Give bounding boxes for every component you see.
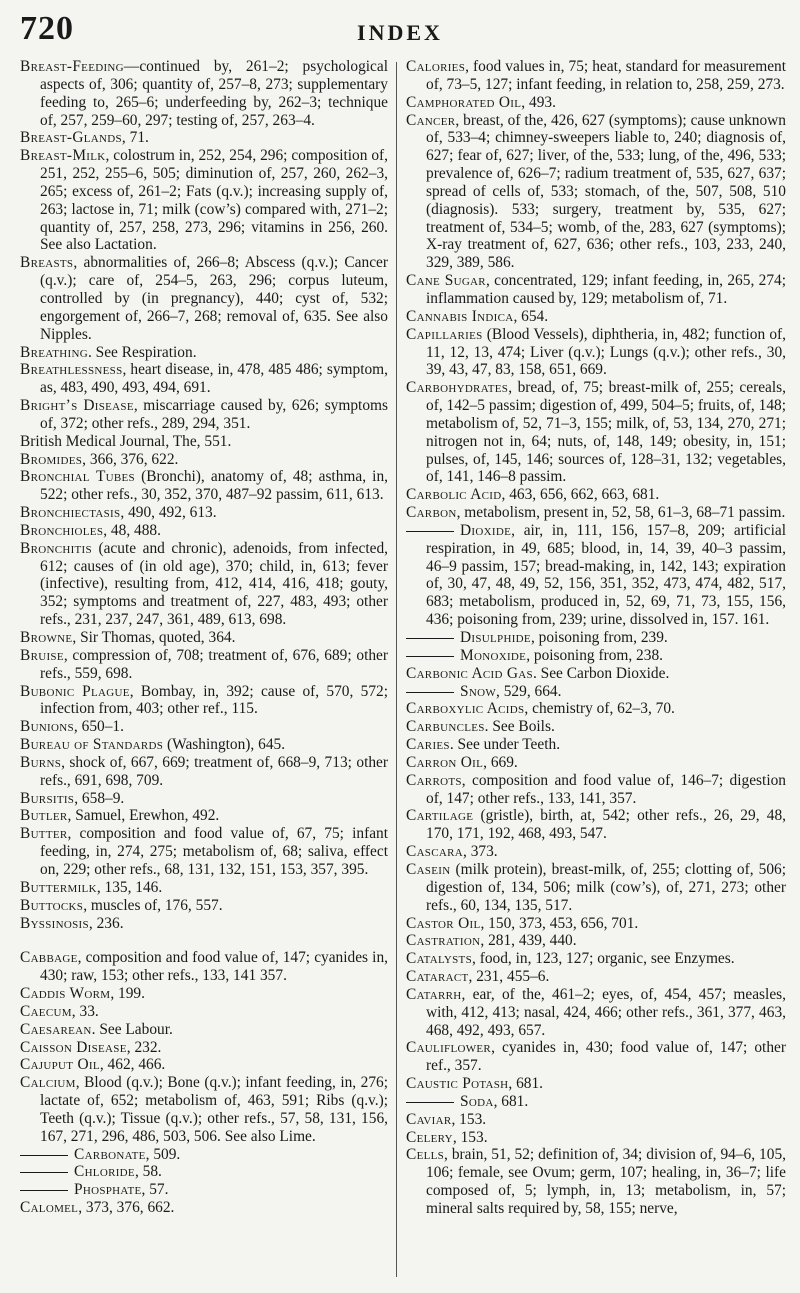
- running-head: INDEX: [357, 20, 443, 45]
- index-entry: [406, 1111, 786, 1129]
- entry-headword: Buttermilk: [20, 878, 97, 896]
- index-column-left: [20, 58, 388, 1285]
- entry-headword: Caries: [406, 736, 450, 754]
- entry-references: —continued by, 261–2; psychological aspects of, 306; quantity of, 257–8, 273; supplementary feeding to, 265–6; underfeeding by, 262–3; technique of, 257, 259–60, 297; testing of, 257, 263–4.: [40, 58, 388, 129]
- index-entry: [20, 790, 388, 808]
- entry-headword: Carrots: [406, 771, 462, 789]
- index-entry: [406, 700, 786, 718]
- entry-references: , composition and food value of, 67, 75; infant feeding, in, 274, 275; metabolism of, 68; saliva, effect on, 229; other refs., 68, 131, 132, 151, 153, 357, 395.: [40, 825, 388, 878]
- index-entry: [20, 397, 388, 433]
- entry-references: , 373.: [463, 843, 498, 861]
- index-entry: [406, 379, 786, 486]
- entry-references: , 48, 488.: [103, 521, 161, 539]
- entry-references: . See Respiration.: [87, 343, 197, 361]
- entry-headword: Carbonic Acid Gas: [406, 664, 533, 682]
- index-entry: [20, 433, 388, 451]
- index-entry: [20, 1199, 388, 1217]
- entry-references: , 529, 664.: [496, 682, 562, 700]
- entry-references: , 150, 373, 453, 656, 701.: [480, 914, 639, 932]
- entry-headword: Carbonate: [74, 1145, 146, 1163]
- entry-headword: Buttocks: [20, 896, 84, 914]
- entry-headword: Snow: [460, 682, 497, 700]
- index-entry: [20, 629, 388, 647]
- entry-references: , Bombay, in, 392; cause of, 570, 572; infection from, 403; other ref., 115.: [40, 682, 389, 718]
- index-entry: [20, 540, 388, 629]
- index-entry: [406, 754, 786, 772]
- entry-headword: Cannabis Indica: [406, 307, 514, 325]
- entry-headword: Cascara: [406, 843, 463, 861]
- entry-references: , food, in, 123, 127; organic, see Enzymes.: [472, 950, 735, 968]
- entry-references: , 236.: [88, 914, 124, 932]
- entry-references: , concentrated, 129; infant feeding, in, 265, 274; inflammation caused by, 129; metabolism of, 71.: [426, 272, 787, 307]
- entry-references: , 366, 376, 622.: [82, 450, 179, 468]
- index-entry: [20, 718, 388, 736]
- entry-headword: Catarrh: [406, 985, 462, 1003]
- index-entry: [20, 754, 388, 790]
- index-entry: [20, 1056, 388, 1074]
- entry-headword: Caecum: [20, 1002, 72, 1020]
- index-entry: [406, 94, 786, 112]
- repeat-dash: [406, 656, 454, 657]
- index-entry: [20, 1039, 388, 1057]
- entry-headword: Bronchitis: [20, 539, 92, 557]
- entry-references: (milk protein), breast-milk, of, 255; clotting of, 506; digestion of, 134, 506; milk (cow’s), of, 271, 273; other refs., 60, 134, 135, 517.: [426, 860, 786, 914]
- repeat-dash: [20, 1190, 68, 1191]
- index-entry: [20, 344, 388, 362]
- entry-headword: Cabbage: [20, 949, 78, 967]
- entry-references: , metabolism, present in, 52, 58, 61–3, 68–71 passim.: [456, 504, 786, 522]
- entry-references: , 33.: [71, 1002, 99, 1020]
- index-entry: [20, 1021, 388, 1039]
- index-entry: [406, 772, 786, 808]
- entry-references: , air, in, 111, 156, 157–8, 209; artificial respiration, in 49, 685; blood, in, 14, 39, 40–3 passim, 46–9 passim, 157; bread-making, in, 142, 143; expiration of, 30, 47, 48, 49, 52, 156, 351, 352, 473, 474, 482, 517, 683; metabolism, produced in, 52, 69, 71, 73, 155, 156, 436; poisoning from, 239; urine, dissolved in, 157. 161.: [426, 521, 786, 629]
- entry-headword: Breathing: [20, 343, 88, 361]
- index-entry: [406, 1129, 786, 1147]
- entry-references: (gristle), birth, at, 542; other refs., 26, 29, 48, 170, 171, 192, 468, 493, 547.: [426, 807, 786, 843]
- entry-headword: Chloride: [74, 1163, 135, 1181]
- entry-references: , abnormalities of, 266–8; Abscess (q.v.); Cancer (q.v.); care of, 254–5, 263, 296; corpus luteum, controlled by (in pregnancy), 440; cyst of, 532; engorgement of, 266–7, 268; removal of, 635. See also Nipples.: [40, 254, 388, 343]
- index-entry: [20, 897, 388, 915]
- repeat-dash: [406, 692, 454, 693]
- entry-references: , 490, 492, 613.: [120, 504, 217, 522]
- index-entry: [406, 736, 786, 754]
- entry-headword: Caddis Worm: [20, 985, 111, 1003]
- entry-headword: Cataract: [406, 968, 469, 986]
- index-entry: [406, 986, 786, 1040]
- repeat-dash: [406, 1102, 454, 1103]
- entry-headword: Cells: [406, 1146, 445, 1164]
- entry-headword: Breast-Glands: [20, 129, 122, 147]
- entry-references: , composition and food value of, 147; cyanides in, 430; raw, 153; other refs., 133, 141 357.: [40, 949, 388, 985]
- index-entry: [20, 1003, 388, 1021]
- entry-references: , 231, 455–6.: [468, 968, 550, 986]
- entry-headword: Bursitis: [20, 789, 75, 807]
- index-entry: [20, 949, 388, 985]
- index-entry: [406, 308, 786, 326]
- entry-headword: Carron Oil: [406, 753, 484, 771]
- index-entry: [20, 915, 388, 933]
- index-entry: [406, 665, 786, 683]
- entry-headword: Cancer: [406, 111, 456, 129]
- entry-references: . See under Teeth.: [449, 736, 561, 754]
- index-subentry: [406, 683, 786, 701]
- entry-headword: Breathlessness: [20, 361, 123, 379]
- entry-references: , composition and food value of, 146–7; digestion of, 147; other refs., 133, 141, 357.: [426, 771, 786, 807]
- index-subentry: [406, 629, 786, 647]
- entry-references: British Medical Journal, The, 551.: [20, 432, 232, 450]
- page-number: 720: [20, 10, 74, 47]
- entry-headword: Bronchial Tubes: [20, 468, 135, 486]
- entry-references: (Washington), 645.: [163, 736, 286, 754]
- entry-references: , muscles of, 176, 557.: [83, 896, 223, 914]
- entry-headword: Catalysts: [406, 950, 472, 968]
- index-entry: [406, 58, 786, 94]
- repeat-dash: [406, 638, 454, 639]
- page-header: [20, 10, 780, 50]
- entry-references: (acute and chronic), adenoids, from infected, 612; causes of (in old age), 370; child, in, 613; fever (infective), resulting from, 412, 414, 416, 418; gouty, 352; symptoms and treatment of, 227, 483, 493; other refs., 231, 237, 247, 361, 489, 613, 698.: [40, 539, 388, 629]
- entry-headword: Bronchiectasis: [20, 504, 121, 522]
- entry-headword: Burns: [20, 753, 62, 771]
- entry-references: . See Boils.: [484, 718, 555, 736]
- entry-headword: Castration: [406, 932, 481, 950]
- entry-references: , Blood (q.v.); Bone (q.v.); infant feeding, in, 276; lactate of, 652; metabolism of, 463, 591; Ribs (q.v.); Teeth (q.v.); Tissue (q.v.); other refs., 57, 58, 131, 156, 167, 271, 296, 486, 503, 506. See also Lime.: [40, 1074, 388, 1145]
- index-subentry: [20, 1181, 388, 1199]
- entry-headword: Butter: [20, 825, 68, 843]
- index-subentry: [406, 647, 786, 665]
- index-entry: [20, 736, 388, 754]
- entry-headword: Bright’s Disease: [20, 397, 134, 415]
- index-entry: [406, 112, 786, 273]
- entry-headword: Bruise: [20, 646, 64, 664]
- index-entry: [406, 861, 786, 915]
- index-entry: [406, 1075, 786, 1093]
- index-entry: [20, 807, 388, 825]
- entry-references: , Sir Thomas, quoted, 364.: [72, 629, 236, 646]
- entry-headword: Bubonic Plague: [20, 682, 130, 700]
- index-entry: [406, 272, 786, 308]
- entry-references: , miscarriage caused by, 626; symptoms of, 372; other refs., 289, 294, 351.: [40, 397, 388, 432]
- entry-references: , shock of, 667, 669; treatment of, 668–9, 713; other refs., 691, 698, 709.: [40, 753, 388, 789]
- entry-references: , 509.: [145, 1145, 181, 1163]
- index-entry: [406, 1146, 786, 1217]
- index-entry: [20, 58, 388, 129]
- index-entry: [20, 361, 388, 397]
- column-divider: [396, 62, 397, 1277]
- entry-references: , 281, 439, 440.: [480, 932, 577, 950]
- index-entry: [406, 504, 786, 522]
- entry-references: . See Carbon Dioxide.: [532, 664, 670, 682]
- index-subentry: [406, 1093, 786, 1111]
- repeat-dash: [20, 1155, 68, 1156]
- index-entry: [20, 985, 388, 1003]
- entry-headword: Caustic Potash: [406, 1075, 509, 1093]
- entry-references: , Samuel, Erewhon, 492.: [67, 807, 220, 825]
- entry-headword: Carbohydrates: [406, 379, 509, 397]
- repeat-dash: [406, 531, 454, 532]
- entry-references: , 681.: [508, 1075, 544, 1093]
- entry-references: , cyanides in, 430; food value of, 147; other ref., 357.: [426, 1039, 786, 1075]
- index-column-right: [406, 58, 786, 1285]
- entry-headword: Byssinosis: [20, 914, 89, 932]
- entry-references: , chemistry of, 62–3, 70.: [524, 700, 675, 718]
- entry-headword: Butler: [20, 807, 68, 825]
- repeat-dash: [20, 1172, 68, 1173]
- entry-headword: Monoxide: [460, 646, 527, 664]
- entry-headword: Cauliflower: [406, 1039, 492, 1057]
- entry-references: , poisoning from, 239.: [530, 629, 668, 646]
- entry-references: , heart disease, in, 478, 485 486; symptom, as, 483, 490, 493, 494, 691.: [40, 361, 388, 397]
- index-entry: [406, 326, 786, 380]
- entry-headword: Calcium: [20, 1074, 76, 1092]
- index-entry: [406, 807, 786, 843]
- entry-references: , 493.: [521, 93, 556, 111]
- index-entry: [20, 522, 388, 540]
- entry-headword: Camphorated Oil: [406, 93, 522, 111]
- index-entry: [20, 683, 388, 719]
- entry-references: , 681.: [493, 1092, 529, 1110]
- index-entry: [406, 843, 786, 861]
- entry-headword: Celery: [406, 1128, 453, 1146]
- entry-headword: Disulphide: [460, 629, 531, 646]
- entry-references: , brain, 51, 52; definition of, 34; division of, 94–6, 105, 106; female, see Ovum; germ, 107; healing, in, 36–7; life composed of, 5; lymph, in, 13; metabolism, in, 57; mineral salts required by, 58, 155; nerve,: [426, 1146, 786, 1217]
- entry-references: , 463, 656, 662, 663, 681.: [501, 486, 660, 504]
- entry-headword: Carboxylic Acids: [406, 700, 525, 718]
- entry-headword: Casein: [406, 860, 451, 878]
- index-entry: [20, 147, 388, 254]
- entry-references: (Bronchi), anatomy of, 48; asthma, in, 522; other refs., 30, 352, 370, 487–92 passim, 611, 613.: [40, 468, 389, 504]
- entry-headword: Bronchioles: [20, 521, 104, 539]
- entry-references: , ear, of the, 461–2; eyes, of, 454, 457; measles, with, 412, 413; nasal, 424, 466; other refs., 361, 377, 463, 468, 492, 493, 657.: [426, 985, 786, 1039]
- entry-references: , 232.: [126, 1038, 162, 1056]
- entry-headword: Breasts: [20, 254, 74, 272]
- index-entry: [20, 879, 388, 897]
- entry-headword: Bunions: [20, 718, 74, 736]
- index-entry: [406, 968, 786, 986]
- entry-headword: Dioxide: [460, 521, 512, 539]
- entry-references: (Blood Vessels), diphtheria, in, 482; function of, 11, 12, 13, 474; Liver (q.v.); Lungs (q.v.); other refs., 30, 39, 43, 47, 83, 158, 651, 669.: [426, 325, 786, 379]
- index-entry: [406, 486, 786, 504]
- entry-headword: Capillaries: [406, 325, 483, 343]
- index-entry: [20, 129, 388, 147]
- entry-headword: Phosphate: [74, 1181, 142, 1199]
- entry-references: , colostrum in, 252, 254, 296; composition of, 251, 252, 255–6, 505; diminution of, 257, 260, 262–3, 265; excess of, 261–2; Fats (q.v.); increasing supply of, 263; lactose in, 71; milk (cow’s) compared with, 271–2; quantity of, 257, 258, 273, 296; vitamins in 256, 260. See also Lactation.: [40, 147, 388, 254]
- entry-references: , 373, 376, 662.: [78, 1199, 175, 1217]
- entry-references: , compression of, 708; treatment of, 676, 689; other refs., 559, 698.: [40, 646, 388, 682]
- entry-headword: Bromides: [20, 450, 83, 468]
- entry-headword: Cajuput Oil: [20, 1056, 100, 1074]
- entry-references: . See Labour.: [91, 1020, 173, 1038]
- entry-headword: Carbon: [406, 504, 457, 522]
- index-columns: [20, 58, 786, 1285]
- entry-headword: Calories: [406, 58, 466, 75]
- entry-headword: Castor Oil: [406, 914, 481, 932]
- entry-references: , breast, of the, 426, 627 (symptoms); cause unknown of, 533–4; chimney-sweepers liable to, 240; diagnosis of, 627; fear of, 627; liver, of the, 533; lung, of the, 496, 533; prevalence of, 626–7; radium treatment of, 535, 627, 637; spread of cells of, 533; stomach, of the, 507, 508, 510 (diagnosis). 533; surgery, treatment by, 535, 627; treatment of, 534–5; womb, of the, 283, 627 (symptoms); X-ray treatment of, 627, 636; other refs., 103, 233, 240, 329, 389, 586.: [426, 111, 786, 272]
- entry-references: , 650–1.: [73, 718, 124, 736]
- index-entry: [406, 950, 786, 968]
- index-subentry: [20, 1163, 388, 1181]
- entry-headword: Caisson Disease: [20, 1038, 127, 1056]
- index-subentry: [406, 522, 786, 629]
- entry-headword: Soda: [460, 1092, 494, 1110]
- index-entry: [20, 504, 388, 522]
- entry-references: , bread, of, 75; breast-milk of, 255; cereals, of, 142–5 passim; digestion of, 499, 504–5; fruits, of, 148; metabolism of, 52, 71–3, 155; milk, of, 53, 134, 270, 271; nitrogen not in, 64; nuts, of, 148, 149; obesity, in, 151; pulses, of, 145, 146; sources of, 128–31, 132; vegetables, of, 141, 146–8 passim.: [426, 379, 786, 486]
- entry-headword: Carbolic Acid: [406, 486, 502, 504]
- section-gap: [20, 932, 388, 949]
- entry-headword: Caviar: [406, 1110, 452, 1128]
- entry-headword: Breast-Feeding: [20, 58, 124, 75]
- entry-headword: Cartilage: [406, 807, 474, 825]
- entry-headword: Carbuncles: [406, 718, 485, 736]
- index-entry: [406, 915, 786, 933]
- index-entry: [20, 451, 388, 469]
- index-entry: [406, 932, 786, 950]
- entry-references: , 153.: [452, 1128, 488, 1146]
- index-entry: [406, 718, 786, 736]
- index-subentry: [20, 1146, 388, 1164]
- entry-headword: Caesarean: [20, 1020, 92, 1038]
- index-entry: [20, 468, 388, 504]
- index-entry: [20, 254, 388, 343]
- entry-headword: Browne: [20, 629, 73, 646]
- entry-references: , 58.: [134, 1163, 162, 1181]
- entry-references: , 153.: [451, 1110, 487, 1128]
- entry-headword: Breast-Milk: [20, 147, 106, 165]
- entry-references: , food values in, 75; heat, standard for measurement of, 73–5, 127; infant feeding, in relation to, 258, 259, 273.: [426, 58, 786, 93]
- entry-headword: Cane Sugar: [406, 272, 486, 290]
- index-entry: [406, 1039, 786, 1075]
- index-entry: [20, 647, 388, 683]
- entry-references: , 135, 146.: [96, 878, 163, 896]
- index-entry: [20, 1074, 388, 1145]
- entry-references: , 658–9.: [74, 789, 125, 807]
- index-entry: [20, 825, 388, 879]
- entry-references: , 57.: [141, 1181, 169, 1199]
- entry-references: , 71.: [121, 129, 149, 147]
- entry-references: , 199.: [110, 985, 145, 1003]
- entry-headword: Calomel: [20, 1199, 79, 1217]
- entry-references: , 462, 466.: [99, 1056, 166, 1074]
- entry-references: , 669.: [483, 753, 518, 771]
- entry-references: , 654.: [513, 307, 549, 325]
- entry-headword: Bureau of Standards: [20, 736, 164, 754]
- entry-references: , poisoning from, 238.: [526, 646, 663, 664]
